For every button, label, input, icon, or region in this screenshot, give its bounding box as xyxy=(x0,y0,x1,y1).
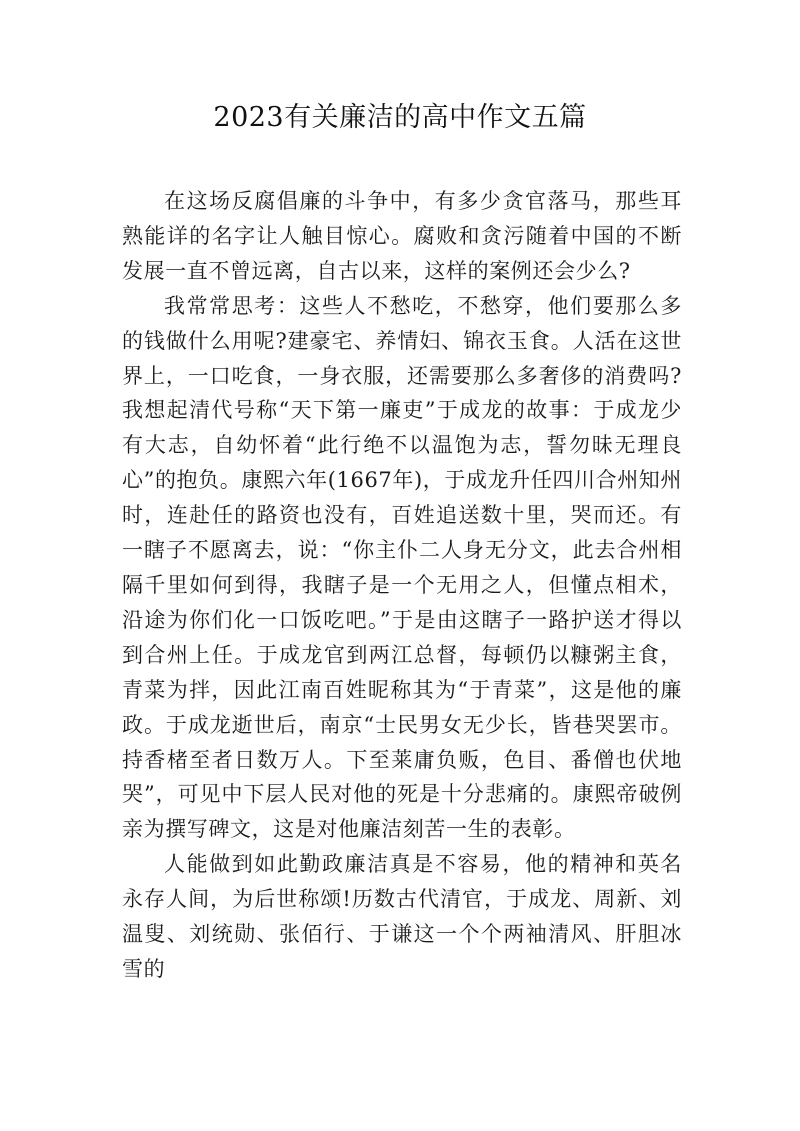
paragraph-1: 在这场反腐倡廉的斗争中，有多少贪官落马，那些耳熟能详的名字让人触目惊心。腐败和贪污随着中国的不断发展一直不曾远离，自古以来，这样的案例还会少么? xyxy=(122,189,682,283)
paragraph-2: 我常常思考：这些人不愁吃，不愁穿，他们要那么多的钱做什么用呢?建豪宅、养情妇、锦衣玉食。人活在这世界上，一口吃食，一身衣服，还需要那么多奢侈的消费吗?我想起清代号称“天下第一廉吏”于成龙的故事：于成龙少有大志，自幼怀着“此行绝不以温饱为志，誓勿昧无理良心”的抱负。康熙六年(1667年)，于成龙升任四川合州知州时，连赴任的路资也没有，百姓追送数十里，哭而还。有一瞎子不愿离去，说：“你主仆二人身无分文，此去合州相隔千里如何到得，我瞎子是一个无用之人，但懂点相术，沿途为你们化一口饭吃吧。”于是由这瞎子一路护送才得以到合州上任。于成龙官到两江总督，每顿仍以糠粥主食，青菜为拌，因此江南百姓昵称其为“于青菜”，这是他的廉政。于成龙逝世后，南京“士民男女无少长，皆巷哭罢市。持香楮至者日数万人。下至莱庸负贩，色目、番僧也伏地哭”，可见中下层人民对他的死是十分悲痛的。康熙帝破例亲为撰写碑文，这是对他廉洁刻苦一生的表彰。 xyxy=(122,293,682,842)
paragraph-3: 人能做到如此勤政廉洁真是不容易，他的精神和英名永存人间，为后世称颂!历数古代清官，于成龙、周新、刘温叟、刘统勋、张佰行、于谦这一个个两袖清风、肝胆冰雪的 xyxy=(122,852,682,981)
document-title: 2023有关廉洁的高中作文五篇 xyxy=(213,102,587,133)
document-body xyxy=(122,184,682,987)
